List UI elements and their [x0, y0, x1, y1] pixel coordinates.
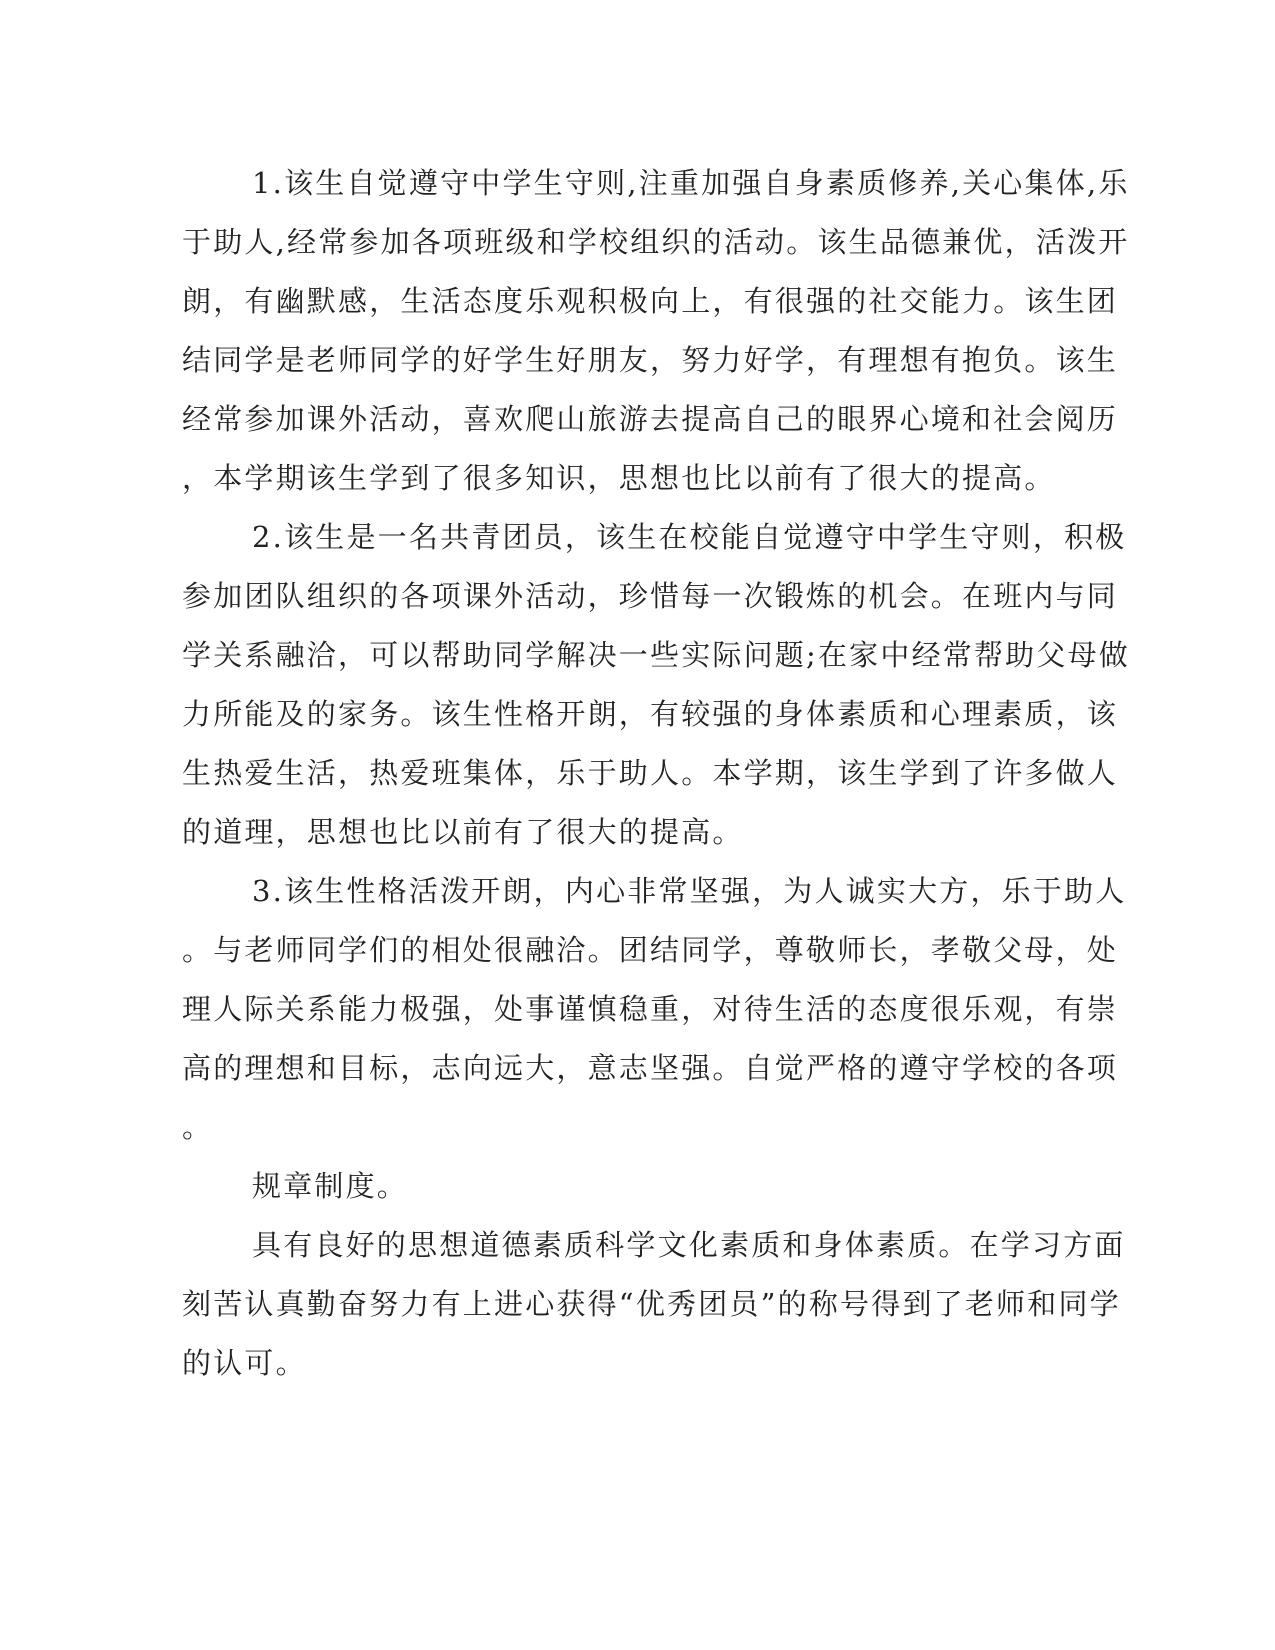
text-line: 参加团队组织的各项课外活动，珍惜每一次锻炼的机会。在班内与同	[182, 579, 1119, 613]
text-line: 。	[182, 1110, 214, 1144]
text-line: 力所能及的家务。该生性格开朗，有较强的身体素质和心理素质，该	[182, 697, 1119, 731]
text-line: ，本学期该生学到了很多知识，思想也比以前有了很大的提高。	[182, 461, 1056, 495]
text-line: 于助人,经常参加各项班级和学校组织的活动。该生品德兼优，活泼开	[182, 225, 1130, 259]
text-line: 的道理，思想也比以前有了很大的提高。	[182, 815, 744, 849]
text-line: 具有良好的思想道德素质科学文化素质和身体素质。在学习方面	[252, 1228, 1126, 1262]
text-line: 刻苦认真勤奋努力有上进心获得“优秀团员”的称号得到了老师和同学	[182, 1287, 1121, 1321]
text-line: 。与老师同学们的相处很融洽。团结同学，尊敬师长，孝敬父母，处	[182, 933, 1119, 967]
text-line: 3.该生性格活泼开朗，内心非常坚强，为人诚实大方，乐于助人	[252, 874, 1127, 908]
text-line: 2.该生是一名共青团员，该生在校能自觉遵守中学生守则，积极	[252, 520, 1127, 554]
text-line: 朗，有幽默感，生活态度乐观积极向上，有很强的社交能力。该生团	[182, 284, 1119, 318]
text-line: 结同学是老师同学的好学生好朋友，努力好学，有理想有抱负。该生	[182, 343, 1119, 377]
text-line: 的认可。	[182, 1346, 307, 1380]
text-line: 生热爱生活，热爱班集体，乐于助人。本学期，该生学到了许多做人	[182, 756, 1119, 790]
text-line: 规章制度。	[252, 1169, 409, 1203]
text-line: 高的理想和目标，志向远大，意志坚强。自觉严格的遵守学校的各项	[182, 1051, 1119, 1085]
text-line: 学关系融洽，可以帮助同学解决一些实际问题;在家中经常帮助父母做	[182, 638, 1130, 672]
text-line: 理人际关系能力极强，处事谨慎稳重，对待生活的态度很乐观，有崇	[182, 992, 1119, 1026]
text-line: 1.该生自觉遵守中学生守则,注重加强自身素质修养,关心集体,乐	[252, 166, 1130, 200]
text-line: 经常参加课外活动，喜欢爬山旅游去提高自己的眼界心境和社会阅历	[182, 402, 1119, 436]
